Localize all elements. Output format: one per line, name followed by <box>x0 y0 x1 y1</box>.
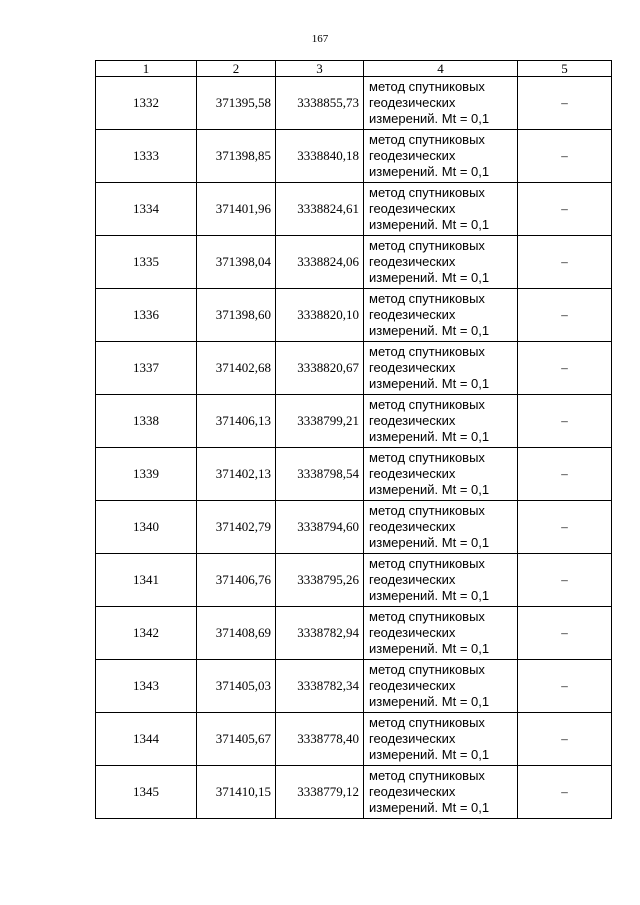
table-row <box>96 554 612 607</box>
y-coordinate-cell: 3338820,10 <box>276 289 364 342</box>
table-row <box>96 395 612 448</box>
method-cell: метод спутниковых геодезических измерений. Mt = 0,1 <box>364 77 518 130</box>
x-coordinate-cell: 371405,67 <box>197 713 276 766</box>
point-number-cell: 1343 <box>96 660 197 713</box>
method-cell: метод спутниковых геодезических измерений. Mt = 0,1 <box>364 183 518 236</box>
point-number-cell: 1338 <box>96 395 197 448</box>
column-header: 2 <box>197 61 276 77</box>
table-row <box>96 77 612 130</box>
y-coordinate-cell: 3338820,67 <box>276 342 364 395</box>
point-number-cell: 1333 <box>96 130 197 183</box>
note-cell: – <box>518 395 612 448</box>
coordinates-table <box>95 60 612 819</box>
x-coordinate-cell: 371402,68 <box>197 342 276 395</box>
column-header: 3 <box>276 61 364 77</box>
y-coordinate-cell: 3338782,34 <box>276 660 364 713</box>
point-number-cell: 1335 <box>96 236 197 289</box>
y-coordinate-cell: 3338778,40 <box>276 713 364 766</box>
method-cell: метод спутниковых геодезических измерений. Mt = 0,1 <box>364 236 518 289</box>
note-cell: – <box>518 713 612 766</box>
note-cell: – <box>518 607 612 660</box>
column-header: 1 <box>96 61 197 77</box>
point-number-cell: 1332 <box>96 77 197 130</box>
note-cell: – <box>518 236 612 289</box>
y-coordinate-cell: 3338840,18 <box>276 130 364 183</box>
method-cell: метод спутниковых геодезических измерений. Mt = 0,1 <box>364 713 518 766</box>
table-row <box>96 236 612 289</box>
method-cell: метод спутниковых геодезических измерений. Mt = 0,1 <box>364 660 518 713</box>
table-row <box>96 713 612 766</box>
table-header-row <box>96 61 612 77</box>
x-coordinate-cell: 371395,58 <box>197 77 276 130</box>
page-number: 167 <box>311 33 329 45</box>
point-number-cell: 1336 <box>96 289 197 342</box>
column-header: 5 <box>518 61 612 77</box>
x-coordinate-cell: 371410,15 <box>197 766 276 819</box>
method-cell: метод спутниковых геодезических измерений. Mt = 0,1 <box>364 289 518 342</box>
note-cell: – <box>518 130 612 183</box>
table-row <box>96 766 612 819</box>
note-cell: – <box>518 554 612 607</box>
point-number-cell: 1342 <box>96 607 197 660</box>
note-cell: – <box>518 183 612 236</box>
table-row <box>96 342 612 395</box>
x-coordinate-cell: 371408,69 <box>197 607 276 660</box>
y-coordinate-cell: 3338795,26 <box>276 554 364 607</box>
method-cell: метод спутниковых геодезических измерений. Mt = 0,1 <box>364 395 518 448</box>
y-coordinate-cell: 3338799,21 <box>276 395 364 448</box>
y-coordinate-cell: 3338798,54 <box>276 448 364 501</box>
table-row <box>96 607 612 660</box>
point-number-cell: 1334 <box>96 183 197 236</box>
y-coordinate-cell: 3338855,73 <box>276 77 364 130</box>
table-row <box>96 183 612 236</box>
note-cell: – <box>518 342 612 395</box>
x-coordinate-cell: 371402,79 <box>197 501 276 554</box>
y-coordinate-cell: 3338824,06 <box>276 236 364 289</box>
method-cell: метод спутниковых геодезических измерений. Mt = 0,1 <box>364 607 518 660</box>
table-row <box>96 660 612 713</box>
note-cell: – <box>518 289 612 342</box>
point-number-cell: 1344 <box>96 713 197 766</box>
y-coordinate-cell: 3338824,61 <box>276 183 364 236</box>
note-cell: – <box>518 501 612 554</box>
column-header: 4 <box>364 61 518 77</box>
method-cell: метод спутниковых геодезических измерений. Mt = 0,1 <box>364 766 518 819</box>
y-coordinate-cell: 3338794,60 <box>276 501 364 554</box>
table-row <box>96 289 612 342</box>
note-cell: – <box>518 766 612 819</box>
table-row <box>96 130 612 183</box>
note-cell: – <box>518 448 612 501</box>
x-coordinate-cell: 371398,85 <box>197 130 276 183</box>
note-cell: – <box>518 660 612 713</box>
x-coordinate-cell: 371402,13 <box>197 448 276 501</box>
method-cell: метод спутниковых геодезических измерений. Mt = 0,1 <box>364 130 518 183</box>
x-coordinate-cell: 371401,96 <box>197 183 276 236</box>
x-coordinate-cell: 371398,60 <box>197 289 276 342</box>
x-coordinate-cell: 371405,03 <box>197 660 276 713</box>
table-row <box>96 448 612 501</box>
point-number-cell: 1345 <box>96 766 197 819</box>
point-number-cell: 1337 <box>96 342 197 395</box>
y-coordinate-cell: 3338779,12 <box>276 766 364 819</box>
y-coordinate-cell: 3338782,94 <box>276 607 364 660</box>
note-cell: – <box>518 77 612 130</box>
method-cell: метод спутниковых геодезических измерений. Mt = 0,1 <box>364 554 518 607</box>
method-cell: метод спутниковых геодезических измерений. Mt = 0,1 <box>364 501 518 554</box>
method-cell: метод спутниковых геодезических измерений. Mt = 0,1 <box>364 342 518 395</box>
table-row <box>96 501 612 554</box>
x-coordinate-cell: 371398,04 <box>197 236 276 289</box>
x-coordinate-cell: 371406,76 <box>197 554 276 607</box>
x-coordinate-cell: 371406,13 <box>197 395 276 448</box>
point-number-cell: 1341 <box>96 554 197 607</box>
method-cell: метод спутниковых геодезических измерений. Mt = 0,1 <box>364 448 518 501</box>
point-number-cell: 1339 <box>96 448 197 501</box>
point-number-cell: 1340 <box>96 501 197 554</box>
